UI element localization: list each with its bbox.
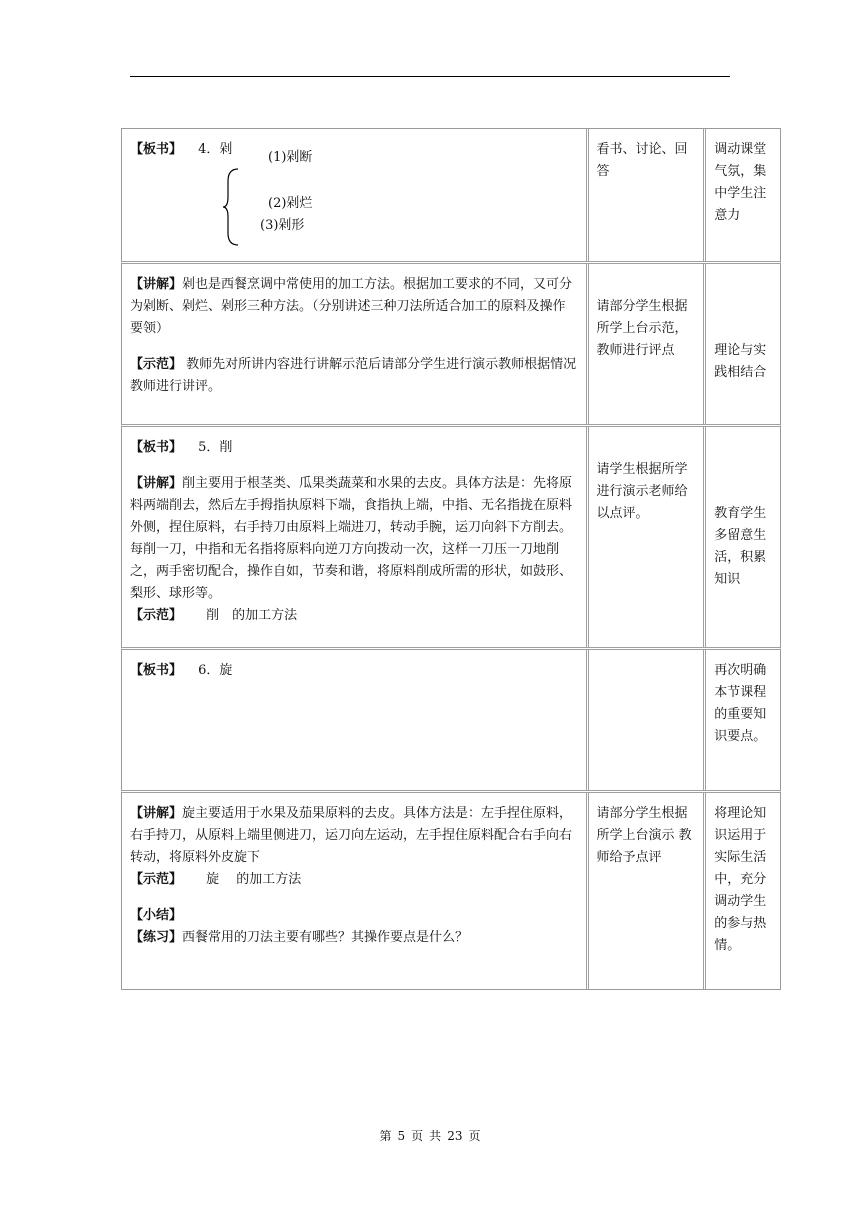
section-title: 5．削	[198, 440, 233, 455]
list-item: (3)剁形	[260, 218, 305, 233]
section-tag: 【讲解】	[130, 277, 183, 292]
header-rule	[130, 76, 730, 77]
list-item: (1)剁断	[268, 150, 313, 165]
table-row	[121, 261, 781, 424]
table-row	[121, 790, 781, 990]
purpose-cell: 将理论知识运用于实际生活中，充分调动学生的参与热情。	[703, 793, 780, 989]
section-title: 6．旋	[198, 663, 233, 678]
section-tag: 【板书】	[130, 663, 183, 678]
content-cell	[122, 793, 586, 989]
table-row	[121, 128, 781, 261]
footer-text: 页	[468, 1129, 481, 1143]
table-row	[121, 424, 781, 647]
footer-text: 共	[429, 1129, 442, 1143]
demo-text: 教师先对所讲内容进行讲解示范后请部分学生进行演示教师根据情况教师进行讲评。	[130, 357, 577, 394]
activity-cell: 请学生根据所学进行演示老师给以点评。	[586, 427, 704, 647]
brace-list	[130, 150, 578, 249]
page-footer	[0, 1127, 860, 1144]
purpose-cell: 理论与实践相结合	[703, 264, 780, 424]
activity-cell: 看书、讨论、回答	[586, 129, 704, 261]
purpose-cell: 调动课堂气氛，集中学生注意力	[703, 129, 780, 261]
exercise-text: 西餐常用的刀法主要有哪些？其操作要点是什么？	[182, 930, 469, 945]
section-tag: 【板书】	[130, 142, 183, 157]
list-item: (2)剁烂	[268, 196, 313, 211]
page-number: 5	[397, 1129, 406, 1143]
section-tag: 【板书】	[130, 440, 183, 455]
activity-cell: 请部分学生根据所学上台示范，教师进行评点	[586, 264, 704, 424]
content-cell	[122, 264, 586, 424]
section-title: 4．剁	[198, 142, 233, 157]
section-tag: 【讲解】	[130, 476, 183, 491]
section-tag: 【小结】	[130, 908, 183, 923]
table-row	[121, 647, 781, 790]
content-cell	[122, 427, 586, 647]
lesson-plan-table	[121, 128, 781, 990]
brace-icon	[222, 167, 240, 247]
footer-text: 第	[379, 1129, 392, 1143]
activity-cell	[586, 650, 704, 790]
content-cell	[122, 650, 586, 790]
explanation-text: 剁也是西餐烹调中常使用的加工方法。根据加工要求的不同，又可分为剁断、剁烂、剁形三种方法。（分别讲述三种刀法所适合加工的原料及操作要领）	[130, 277, 573, 336]
explanation-text: 旋主要适用于水果及茄果原料的去皮。具体方法是：左手捏住原料，右手持刀，从原料上端里侧进刀，运刀向左运动，左手捏住原料配合右手向右转动，将原料外皮旋下	[130, 806, 573, 865]
demo-text: 削 的加工方法	[206, 608, 298, 623]
footer-text: 页	[411, 1129, 424, 1143]
section-tag: 【示范】	[130, 608, 183, 623]
explanation-text: 削主要用于根茎类、瓜果类蔬菜和水果的去皮。具体方法是：先将原料两端削去，然后左手拇指执原料下端，食指执上端，中指、无名指拢在原料外侧，捏住原料，右手持刀由原料上端进刀，转动手腕，运刀向斜下方削去。每削一刀，中指和无名指将原料向逆刀方向拨动一次，这样一刀压一刀地削之，两手密切配合，操作自如，节奏和谐，将原料削成所需的形状，如鼓形、梨形、球形等。	[130, 476, 573, 601]
demo-text: 旋 的加工方法	[206, 872, 302, 887]
section-tag: 【讲解】	[130, 806, 183, 821]
section-tag: 【示范】	[130, 872, 183, 887]
content-cell	[122, 129, 586, 261]
section-tag: 【示范】	[130, 357, 183, 372]
activity-cell: 请部分学生根据所学上台演示 教师给予点评	[586, 793, 704, 989]
purpose-cell: 教育学生多留意生活，积累知识	[703, 427, 780, 647]
total-pages: 23	[447, 1129, 463, 1143]
purpose-cell: 再次明确本节课程的重要知识要点。	[703, 650, 780, 790]
section-tag: 【练习】	[130, 930, 183, 945]
